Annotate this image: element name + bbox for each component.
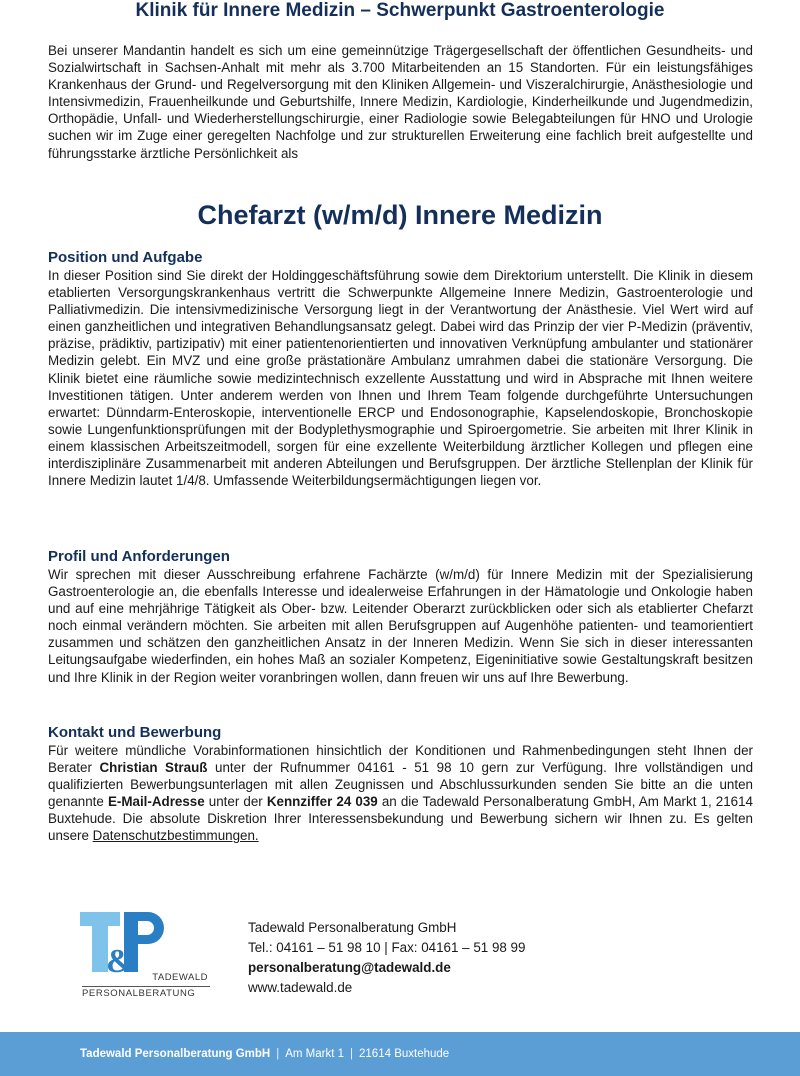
footer-separator: | [276, 1048, 280, 1060]
section-position [48, 249, 753, 489]
section-text-profile: Wir sprechen mit dieser Ausschreibung erfahrene Fachärzte (w/m/d) für Innere Medizin mit der Spezialisierung Gastroenterologie an, die ebenfalls Interesse und idealerweise Erfahrungen in der Hämatologie und Onkologie haben und auf eine mehrjährige Tätigkeit als Ober- bzw. Leitender Oberarzt zurückblicken oder sich als etablierter Chefarzt noch einmal verändern möchten. Sie arbeiten mit allen Berufsgruppen auf Augenhöhe patienten- und teamorientiert zusammen und schätzen den ganzheitlichen Ansatz in der Inneren Medizin. Wenn Sie sich in dieser interessanten Leitungsaufgabe wiederfinden, ein hohes Maß an sozialer Kompetenz, Eigeninitiative sowie Gestaltungskraft besitzen und Ihre Klinik in der Region weiter voranbringen wollen, dann freuen wir uns auf Ihre Bewerbung. [48, 567, 753, 685]
job-title: Chefarzt (w/m/d) Innere Medizin [197, 200, 603, 230]
address-block [248, 918, 668, 998]
intro-paragraph: Bei unserer Mandantin handelt es sich um eine gemeinnützige Trägergesellschaft der öffentlichen Gesundheits- und Sozialwirtschaft in Sachsen-Anhalt mit mehr als 3.700 Mitarbeitenden an 15 Standorten. Für ein leistungsfähiges Krankenhaus der Grund- und Regelversorgung mit den Kliniken Allgemein- und Viszeralchirurgie, Anästhesiologie und Intensivmedizin, Frauenheilkunde und Geburtshilfe, Innere Medizin, Kardiologie, Kinderheilkunde und Jugendmedizin, Orthopädie, Unfall- und Wiederherstellungschirurgie, einer Radiologie sowie Belegabteilungen für HNO und Urologie suchen wir im Zuge einer geregelten Nachfolge und zur strukturellen Erweiterung eine fachlich breit aufgestellte und führungsstarke ärztliche Persönlichkeit als [48, 43, 753, 161]
section-contact [48, 724, 753, 845]
section-heading-contact: Kontakt und Bewerbung [48, 724, 222, 741]
svg-text:&: & [106, 943, 135, 974]
contact-text-2: unter der Rufnummer 04161 - 51 98 10 gern zur Verfügung. Ihre vollständigen und qualifizierten Bewerbungsunterlagen mit allen Zeugnissen und Abschlussurkunden senden Sie bitte an die unten genannte [48, 760, 754, 810]
contact-text-1: Für weitere mündliche Vorabinformationen hinsichtlich der Konditionen und Rahmenbedingungen steht Ihnen der Berater [48, 743, 753, 776]
top-title: Klinik für Innere Medizin – Schwerpunkt Gastroenterologie [135, 0, 665, 21]
section-heading-position: Position und Aufgabe [48, 249, 203, 266]
consultant-name: Christian Strauß [99, 760, 208, 776]
tp-logo-mark-icon [80, 912, 212, 974]
address-company: Tadewald Personalberatung GmbH [248, 920, 457, 935]
email-label: E-Mail-Adresse [107, 794, 205, 810]
address-email[interactable]: personalberatung@tadewald.de [248, 960, 451, 975]
logo-caption-tadewald: TADEWALD [152, 972, 208, 983]
contact-text-4: an die Tadewald Personalberatung GmbH, Am Markt 1, 21614 Buxtehude. Die absolute Diskretion Ihrer Interessensbekundung und Bewerbung sichern wir Ihnen zu. Es gelten unsere [48, 794, 753, 844]
contact-text-3: unter der [204, 794, 267, 810]
section-text-contact [48, 742, 753, 845]
section-profile [48, 548, 753, 686]
footer-bar [0, 1032, 800, 1076]
footer-city: 21614 Buxtehude [359, 1048, 450, 1060]
section-text-position: In dieser Position sind Sie direkt der Holdinggeschäftsführung sowie dem Direktorium unterstellt. Die Klinik in diesem etablierten Versorgungskrankenhaus vertritt die Schwerpunkte Allgemeine Innere Medizin, Gastroenterologie und Palliativmedizin. Die intensivmedizinische Versorgung liegt in der Verantwortung der Anästhesie. Viel Wert wird auf einen ganzheitlichen und integrativen Behandlungsansatz gelegt. Dabei wird das Prinzip der vier P-Medizin (präventiv, präzise, prädiktiv, partizipativ) mit einer patientenorientierten und innovativen Verknüpfung ambulanter und stationärer Medizin gelebt. Ein MVZ und eine große prästationäre Ambulanz umrahmen dabei die stationäre Versorgung. Die Klinik bietet eine räumliche sowie medizintechnisch exzellente Ausstattung und wird in Absprache mit Ihnen weitere Investitionen tätigen. Unter anderem werden von Ihnen und Ihrem Team folgende durchgeführte Untersuchungen erwartet: Dünndarm-Enteroskopie, interventionelle ERCP und Endosonographie, Kapselendoskopie, Bronchoskopie sowie Lungenfunktionsprüfungen mit der Bodyplethysmographie und Spiroergometrie. Sie arbeiten mit Ihrer Klinik in einem klassischen Arbeitszeitmodell, sorgen für eine exzellente Weiterbildung ärztlicher Kollegen und pflegen eine interdisziplinäre Zusammenarbeit mit anderen Abteilungen und Berufsgruppen. Der ärztliche Stellenplan der Klinik für Innere Medizin lautet 1/4/8. Umfassende Weiterbildungsermächtigungen liegen vor. [48, 268, 753, 489]
footer-separator: | [350, 1048, 354, 1060]
address-phone-fax: Tel.: 04161 – 51 98 10 | Fax: 04161 – 51 98 99 [248, 940, 526, 955]
logo-caption-personalberatung: PERSONALBERATUNG [82, 986, 210, 999]
reference-number: Kennziffer 24 039 [266, 794, 378, 810]
address-website[interactable]: www.tadewald.de [248, 980, 353, 995]
footer-street: Am Markt 1 [285, 1048, 345, 1060]
footer-company: Tadewald Personalberatung GmbH [80, 1048, 271, 1060]
privacy-link[interactable]: Datenschutzbestimmungen. [92, 828, 259, 844]
section-heading-profile: Profil und Anforderungen [48, 548, 230, 565]
